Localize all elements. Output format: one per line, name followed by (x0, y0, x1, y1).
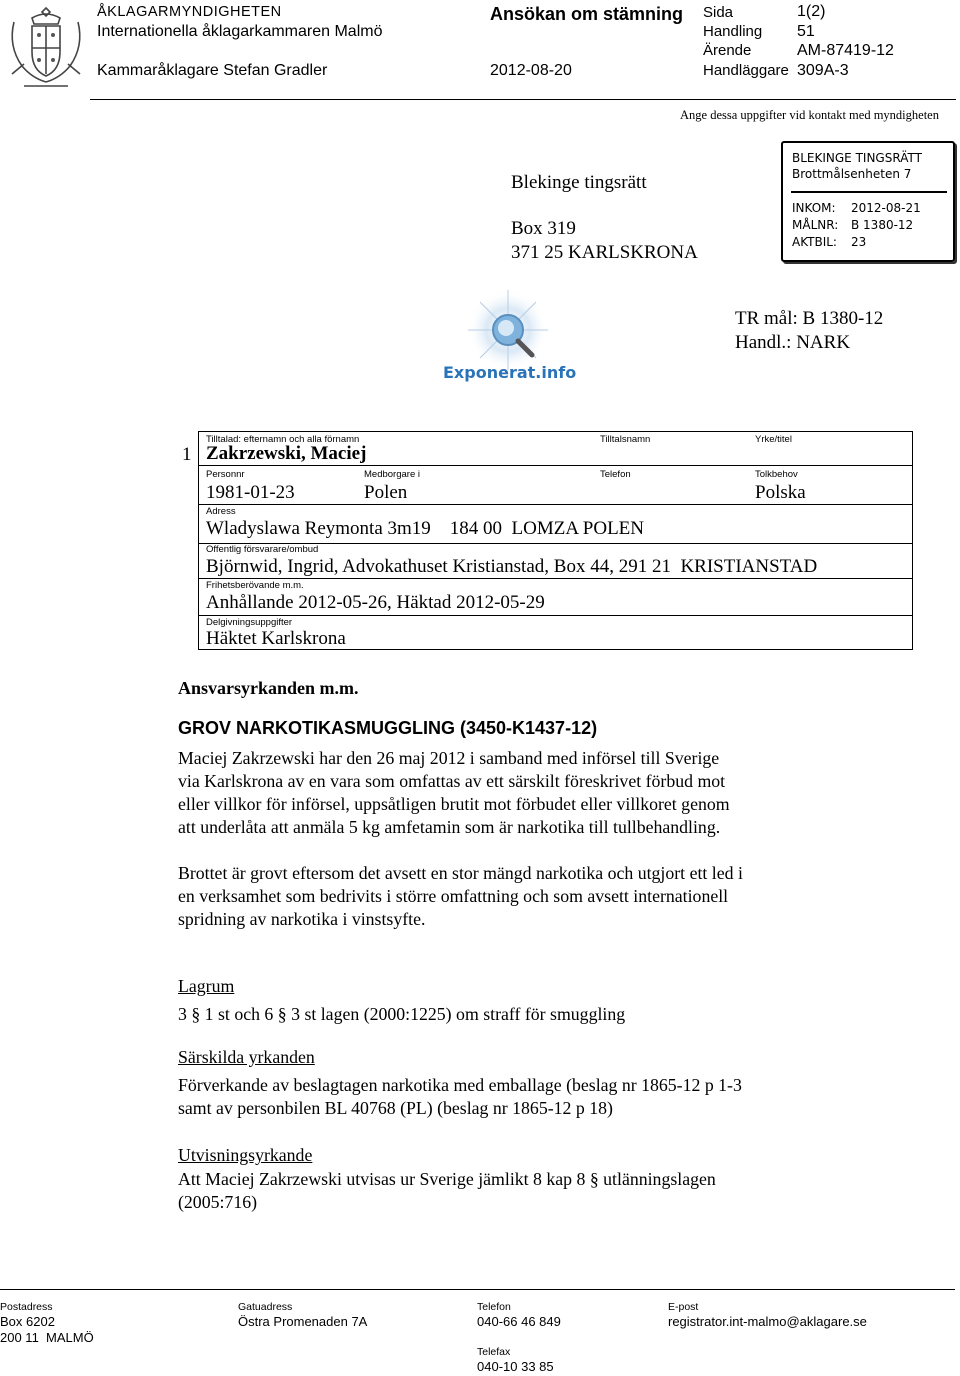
paragraph-line: att underlåta att anmäla 5 kg amfetamin som är narkotika till tullbehandling. (178, 817, 721, 837)
paragraph-line: via Karlskrona av en vara som omfattas av ett särskilt föreskrivet förbud mot (178, 771, 726, 791)
label-service: Delgivningsuppgifter (206, 617, 293, 628)
meta-value-document: 51 (797, 23, 815, 40)
lagrum-section (178, 975, 625, 1026)
crime-heading: GROV NARKOTIKASMUGGLING (3450-K1437-12) (178, 718, 598, 738)
phone-number: 040-66 46 849 (477, 1314, 561, 1329)
label-name: Tilltalad: efternamn och alla förnamn (206, 434, 360, 445)
label-call-name: Tilltalsnamn (600, 434, 651, 445)
lagrum-text: 3 § 1 st och 6 § 3 st lagen (2000:1225) om straff för smuggling (178, 1004, 626, 1024)
label-interpreter: Tolkbehov (755, 469, 798, 480)
paragraph-line: spridning av narkotika i vinstsyfte. (178, 909, 426, 929)
meta-label-document: Handling (703, 23, 763, 40)
defendant-interpreter: Polska (755, 482, 806, 503)
postal-label: Postadress (0, 1301, 53, 1313)
paragraph-line: en verksamhet som bedrivits i större omfattning och som avsett internationell (178, 886, 729, 906)
defendant-number: 1 (182, 444, 192, 465)
email-address: registrator.int-malmo@aklagare.se (668, 1314, 867, 1329)
email-label: E-post (668, 1301, 699, 1313)
paragraph-line: Maciej Zakrzewski har den 26 maj 2012 i samband med införsel till Sverige (178, 748, 720, 768)
phone-label: Telefon (477, 1301, 511, 1313)
label-address: Adress (206, 506, 236, 517)
defendant-service: Häktet Karlskrona (206, 628, 346, 649)
paragraph-line: eller villkor för införsel, uppsåtligen brutit mot förbudet eller villkoret genom (178, 794, 730, 814)
paragraph-line: (2005:716) (178, 1192, 258, 1212)
paragraph-line: samt av personbilen BL 40768 (PL) (beslag nr 1865-12 p 18) (178, 1098, 613, 1118)
defendant-custody: Anhållande 2012-05-26, Häktad 2012-05-29 (206, 592, 545, 613)
defendant-name: Zakrzewski, Maciej (206, 443, 367, 464)
defendant-citizenship: Polen (364, 482, 408, 503)
defendant-table (198, 431, 913, 650)
postal-line-1: Box 6202 (0, 1314, 55, 1329)
recipient-name: Blekinge tingsrätt (511, 172, 647, 193)
document-type: Ansökan om stämning (490, 4, 684, 24)
header-divider (90, 99, 956, 100)
table-divider (199, 504, 912, 505)
label-pnr: Personnr (206, 469, 245, 480)
fax-label: Telefax (477, 1346, 511, 1358)
received-stamp (781, 141, 955, 262)
crest-emblem (4, 2, 88, 94)
logo-text: Exponerat.info (443, 363, 577, 382)
document-date: 2012-08-20 (490, 62, 572, 79)
recipient-box: Box 319 (511, 218, 576, 239)
office-name: Internationella åklagarkammaren Malmö (97, 23, 383, 40)
label-phone: Telefon (600, 469, 631, 480)
label-citizen: Medborgare i (364, 469, 420, 480)
meta-label-case: Ärende (703, 42, 752, 59)
lagrum-heading: Lagrum (178, 976, 235, 996)
stamp-unit: Brottmålsenheten 7 (792, 167, 912, 181)
table-divider (199, 465, 912, 466)
table-divider (199, 578, 912, 579)
stamp-label-malnr: MÅLNR: (792, 218, 839, 232)
stamp-divider (791, 191, 947, 193)
expulsion-section (178, 1144, 716, 1214)
special-claims-heading: Särskilda yrkanden (178, 1047, 315, 1067)
paragraph-line: Att Maciej Zakrzewski utvisas ur Sverige jämlikt 8 kap 8 § utlänningslagen (178, 1169, 716, 1189)
table-divider (199, 615, 912, 616)
meta-value-page: 1(2) (797, 3, 826, 20)
stamp-value-inkom: 2012-08-21 (851, 201, 921, 215)
street-label: Gatuadress (238, 1301, 293, 1313)
label-custody: Frihetsberövande m.m. (206, 580, 304, 591)
crime-description (178, 747, 730, 839)
claims-heading: Ansvarsyrkanden m.m. (178, 678, 359, 698)
meta-label-page: Sida (703, 4, 734, 21)
stamp-label-inkom: INKOM: (792, 201, 836, 215)
label-occupation: Yrke/titel (755, 434, 792, 445)
agency-name: ÅKLAGARMYNDIGHETEN (97, 4, 282, 20)
prosecutor-name: Kammaråklagare Stefan Gradler (97, 62, 328, 79)
recipient-city: 371 25 KARLSKRONA (511, 242, 698, 263)
defendant-pnr: 1981-01-23 (206, 482, 295, 503)
special-claims-section (178, 1046, 742, 1120)
case-handling-code: Handl.: NARK (735, 332, 851, 353)
stamp-value-malnr: B 1380-12 (851, 218, 914, 232)
expulsion-heading: Utvisningsyrkande (178, 1145, 313, 1165)
street-address: Östra Promenaden 7A (238, 1314, 368, 1329)
stamp-value-aktbil: 23 (851, 235, 867, 249)
contact-note: Ange dessa uppgifter vid kontakt med myndigheten (680, 108, 939, 122)
aggravation-description (178, 862, 743, 931)
paragraph-line: Brottet är grovt eftersom det avsett en stor mängd narkotika och utgjort ett led i (178, 863, 743, 883)
fax-number: 040-10 33 85 (477, 1359, 554, 1374)
court-case-number: TR mål: B 1380-12 (735, 308, 884, 329)
label-counsel: Offentlig försvarare/ombud (206, 544, 319, 555)
footer-divider (0, 1289, 955, 1290)
meta-value-case: AM-87419-12 (797, 42, 894, 59)
stamp-label-aktbil: AKTBIL: (792, 235, 837, 249)
defendant-counsel: Björnwid, Ingrid, Advokathuset Kristianstad, Box 44, 291 21 KRISTIANSTAD (206, 556, 818, 577)
defendant-address: Wladyslawa Reymonta 3m19 184 00 LOMZA POLEN (206, 518, 645, 539)
meta-label-handler: Handläggare (703, 62, 789, 79)
meta-value-handler: 309A-3 (797, 62, 849, 79)
stamp-court: BLEKINGE TINGSRÄTT (792, 151, 922, 165)
paragraph-line: Förverkande av beslagtagen narkotika med emballage (beslag nr 1865-12 p 1-3 (178, 1075, 742, 1095)
postal-line-2: 200 11 MALMÖ (0, 1330, 94, 1345)
